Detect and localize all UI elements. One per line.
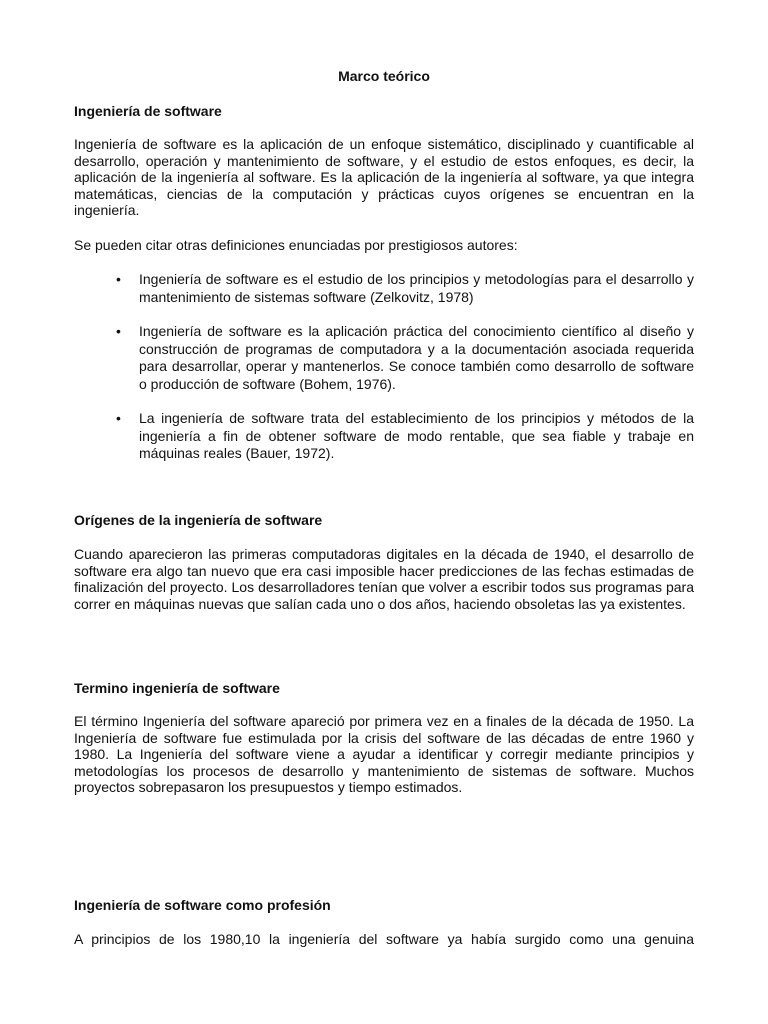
section-heading-profesion: Ingeniería de software como profesión bbox=[74, 897, 331, 913]
paragraph-definition: Ingeniería de software es la aplicación de un enfoque sistemático, disciplinado y cuantificable al desarrollo, operación y mantenimiento de software, y el estudio de estos enfoques, es decir, la aplicación de la ingeniería al software. Es la aplicación de la ingeniería al software, ya que integra matemáticas, ciencias de la computación y prácticas cuyos orígenes se encuentran en la ingeniería. bbox=[74, 136, 694, 219]
section-heading-ingenieria-de-software: Ingeniería de software bbox=[74, 103, 222, 119]
list-item-text: Ingeniería de software es el estudio de los principios y metodologías para el desarrollo y mantenimiento de sistemas software (Zelkovitz, 1978) bbox=[139, 271, 694, 305]
page-title: Marco teórico bbox=[338, 68, 430, 84]
list-item bbox=[116, 323, 694, 393]
paragraph-definitions-intro: Se pueden citar otras definiciones enunciadas por prestigiosos autores: bbox=[74, 237, 518, 253]
list-item bbox=[116, 410, 694, 463]
definitions-bullet-list bbox=[116, 271, 694, 480]
bullet-icon: • bbox=[116, 271, 121, 287]
bullet-icon: • bbox=[116, 410, 121, 426]
paragraph-origenes: Cuando aparecieron las primeras computadoras digitales en la década de 1940, el desarrollo de software era algo tan nuevo que era casi imposible hacer predicciones de las fechas estimadas de finalización del proyecto. Los desarrolladores tenían que volver a escribir todos sus programas para correr en máquinas nuevas que salían cada uno o dos años, haciendo obsoletas las ya existentes. bbox=[74, 546, 694, 612]
list-item bbox=[116, 271, 694, 306]
section-heading-origenes: Orígenes de la ingeniería de software bbox=[74, 512, 323, 528]
list-item-text: Ingeniería de software es la aplicación práctica del conocimiento científico al diseño y construcción de programas de computadora y a la documentación asociada requerida para desarrollar, operar y mantenerlos. Se conoce también como desarrollo de software o producción de software (Bohem, 1976). bbox=[139, 323, 694, 392]
paragraph-profesion: A principios de los 1980,10 la ingeniería del software ya había surgido como una genuina bbox=[74, 931, 694, 947]
section-heading-termino: Termino ingeniería de software bbox=[74, 680, 280, 696]
list-item-text: La ingeniería de software trata del establecimiento de los principios y métodos de la ingeniería a fin de obtener software de modo rentable, que sea fiable y trabaje en máquinas reales (Bauer, 1972). bbox=[139, 410, 694, 461]
paragraph-termino: El término Ingeniería del software apareció por primera vez en a finales de la década de 1950. La Ingeniería de software fue estimulada por la crisis del software de las décadas de entre 1960 y 1980. La Ingeniería del software viene a ayudar a identificar y corregir mediante principios y metodologías los procesos de desarrollo y mantenimiento de sistemas de software. Muchos proyectos sobrepasaron los presupuestos y tiempo estimados. bbox=[74, 713, 694, 796]
bullet-icon: • bbox=[116, 323, 121, 339]
